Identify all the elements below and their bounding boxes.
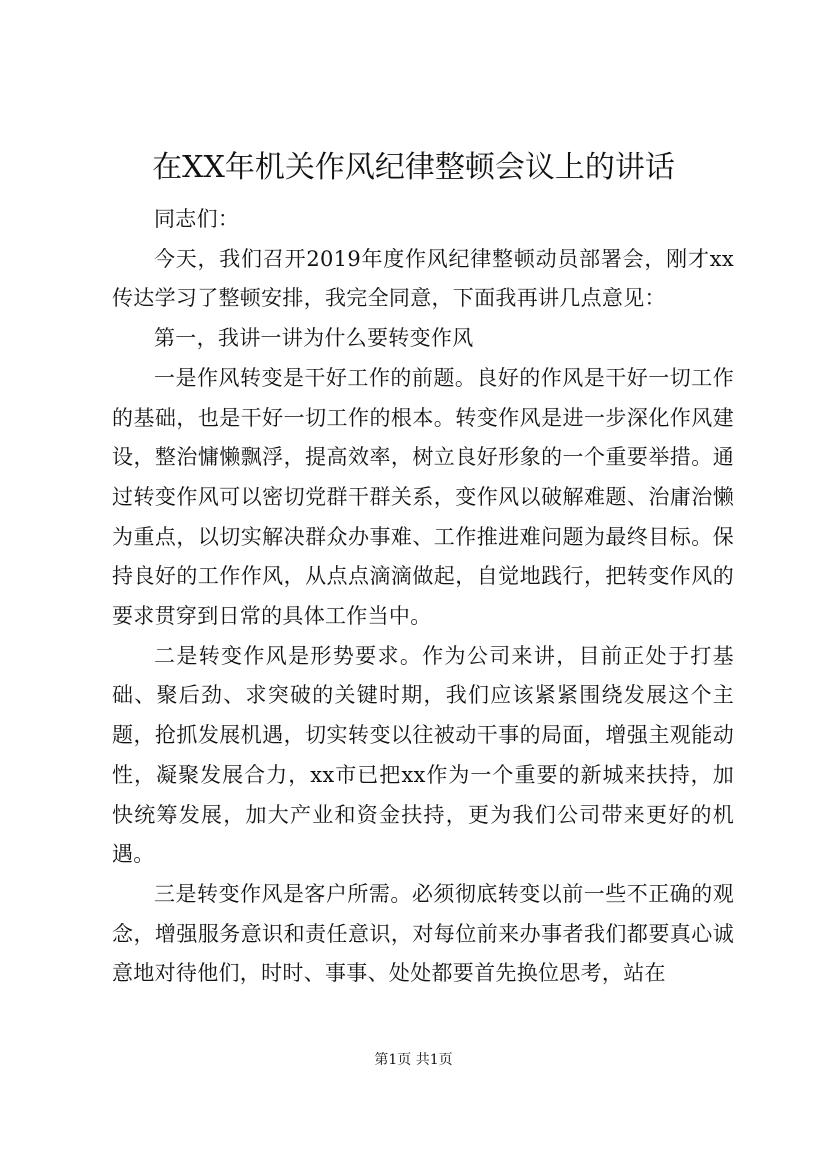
page-footer: 第1页 共1页 [374,1052,453,1068]
document-title: 在XX年机关作风纪律整顿会议上的讲话 [152,150,675,185]
paragraph-point-one: 一是作风转变是干好工作的前题。良好的作风是干好一切工作的基础，也是干好一切工作的根本。转变作风是进一步深化作风建设，整治慵懒飘浮，提高效率，树立良好形象的一个重要举措。通过转变作风可以密切党群干群关系，变作风以破解难题、治庸治懒为重点，以切实解决群众办事难、工作推进难问题为最终目标。保持良好的工作作风，从点点滴滴做起，自觉地践行，把转变作风的要求贯穿到日常的具体工作当中。 [112,365,734,629]
paragraph-opening: 今天，我们召开2019年度作风纪律整顿动员部署会，刚才xx传达学习了整顿安排，我完全同意，下面我再讲几点意见： [112,246,734,311]
paragraph-heading-first: 第一，我讲一讲为什么要转变作风 [154,326,474,351]
document-body [112,200,734,994]
paragraph-salutation: 同志们： [154,207,240,231]
paragraph-point-three: 三是转变作风是客户所需。必须彻底转变以前一些不正确的观念，增强服务意识和责任意识，对每位前来办事者我们都要真心诚意地对待他们，时时、事事、处处都要首先换位思考，站在 [112,881,734,986]
paragraph-point-two: 二是转变作风是形势要求。作为公司来讲，目前正处于打基础、聚后劲、求突破的关键时期，我们应该紧紧围绕发展这个主题，抢抓发展机遇，切实转变以往被动干事的局面，增强主观能动性，凝聚发展合力，xx市已把xx作为一个重要的新城来扶持，加快统筹发展，加大产业和资金扶持，更为我们公司带来更好的机遇。 [112,643,734,867]
